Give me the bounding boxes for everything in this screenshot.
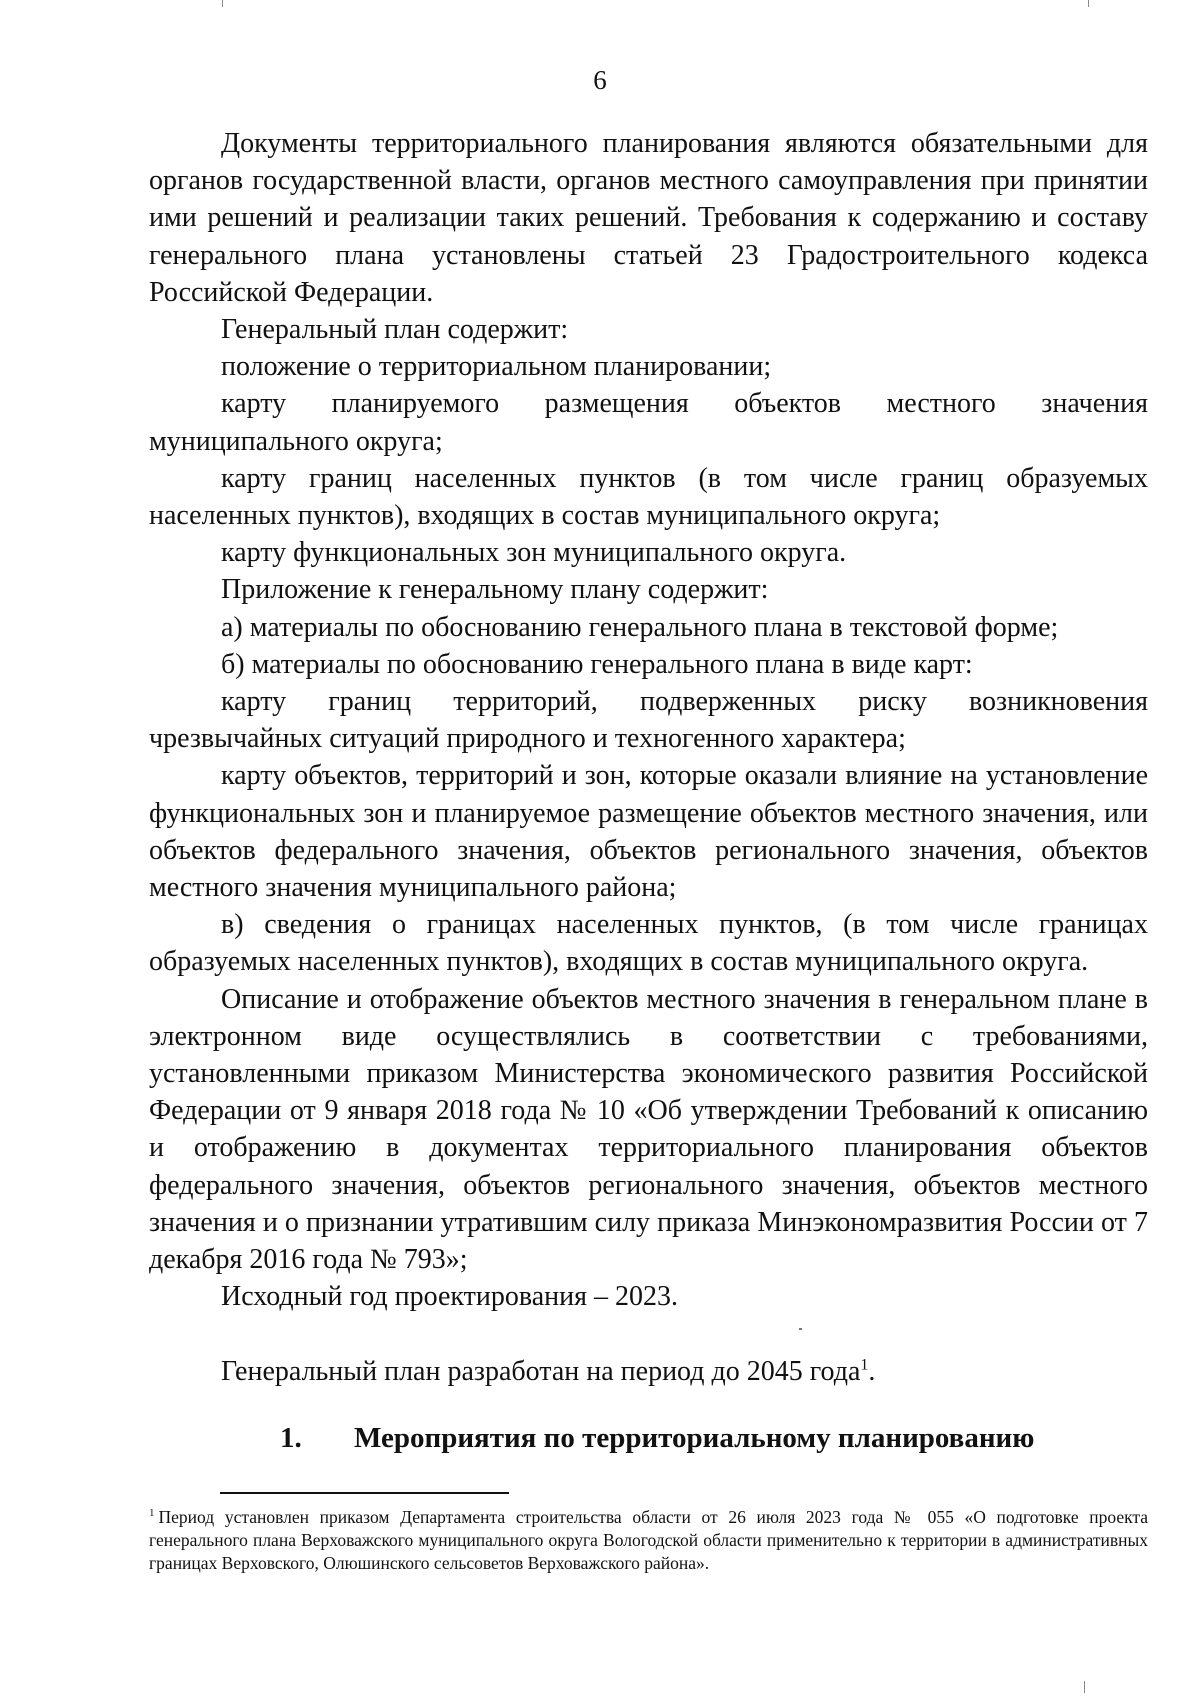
footnote-reference[interactable]: 1 — [860, 1356, 869, 1374]
paragraph-map-planned-placement: карту планируемого размещения объектов местного значения муниципального округа; — [149, 388, 1148, 457]
paragraph-plan-period — [149, 1353, 1148, 1390]
scan-edge-mark-right — [1088, 0, 1089, 7]
paragraph-text-materials: а) материалы по обоснованию генерального плана в текстовой форме; — [221, 611, 1059, 643]
paragraph-map-settlement-borders: карту границ населенных пунктов (в том числе границ образуемых населенных пунктов), входящих в состав муниципального округа; — [149, 462, 1148, 532]
plan-period-end: . — [868, 1355, 876, 1387]
footnote — [149, 1506, 1148, 1575]
footnote-marker: 1 — [149, 1507, 155, 1520]
body-text — [149, 125, 1148, 1390]
footnote-separator — [220, 1492, 509, 1494]
section-title: Мероприятия по территориальному планированию — [354, 1422, 1035, 1454]
paragraph-settlement-border-info: в) сведения о границах населенных пунктов, (в том числе границах образуемых населенных пунктов), входящих в состав муниципального округа. — [149, 909, 1148, 978]
scan-edge-mark-left — [222, 0, 223, 7]
section-number: 1. — [280, 1422, 302, 1454]
paragraph-base-year: Исходный год проектирования – 2023. — [221, 1281, 678, 1313]
paragraph-map-functional-zones: карту функциональных зон муниципального округа. — [221, 537, 847, 569]
footnote-text: Период установлен приказом Департамента строительства области от 26 июля 2023 года № 055 «О подготовке проекта генерального плана Верховажского муниципального округа Вологодской области применительно к территории в административных границах Верховского, Олюшинского сельсоветов Верховажского района». — [149, 1507, 1148, 1573]
paragraph-map-emergency-risk: карту границ территорий, подверженных риску возникновения чрезвычайных ситуаций природного и техногенного характера; — [149, 686, 1148, 755]
paragraph-plan-contains: Генеральный план содержит: — [221, 314, 569, 346]
scan-edge-mark-bottom — [1084, 1681, 1085, 1693]
paragraph-appendix-contains: Приложение к генеральному плану содержит: — [221, 574, 769, 606]
page-number: 6 — [593, 65, 607, 95]
paragraph-electronic-description: Описание и отображение объектов местного значения в генеральном плане в электронном виде осуществлялись в соответствии с требованиями, установленными приказом Министерства экономического развития Российской Федерации от 9 января 2018 года № 10 «Об утверждении Требований к описанию и отображению в документах территориального планирования объектов федерального значения, объектов регионального значения, объектов местного значения и о признании утратившим силу приказа Минэкономразвития России от 7 декабря 2016 года № 793»; — [149, 983, 1148, 1276]
plan-period-text: Генеральный план разработан на период до 2045 года — [221, 1355, 861, 1387]
section-heading — [280, 1420, 1034, 1456]
paragraph-provision: положение о территориальном планировании; — [221, 351, 772, 383]
paragraph-map-materials: б) материалы по обоснованию генерального плана в виде карт: — [221, 648, 973, 680]
scan-speck — [799, 1328, 802, 1330]
paragraph-map-influencing-objects: карту объектов, территорий и зон, которые оказали влияние на установление функциональных зон и планируемое размещение объектов местного значения, или объектов федерального значения, объектов регионального значения, объектов местного значения муниципального района; — [149, 760, 1148, 904]
paragraph-documents-binding: Документы территориального планирования являются обязательными для органов государственной власти, органов местного самоуправления при принятии ими решений и реализации таких решений. Требования к содержанию и составу генерального плана установлены статьей 23 Градостроительного кодекса Российской Федерации. — [149, 128, 1148, 308]
